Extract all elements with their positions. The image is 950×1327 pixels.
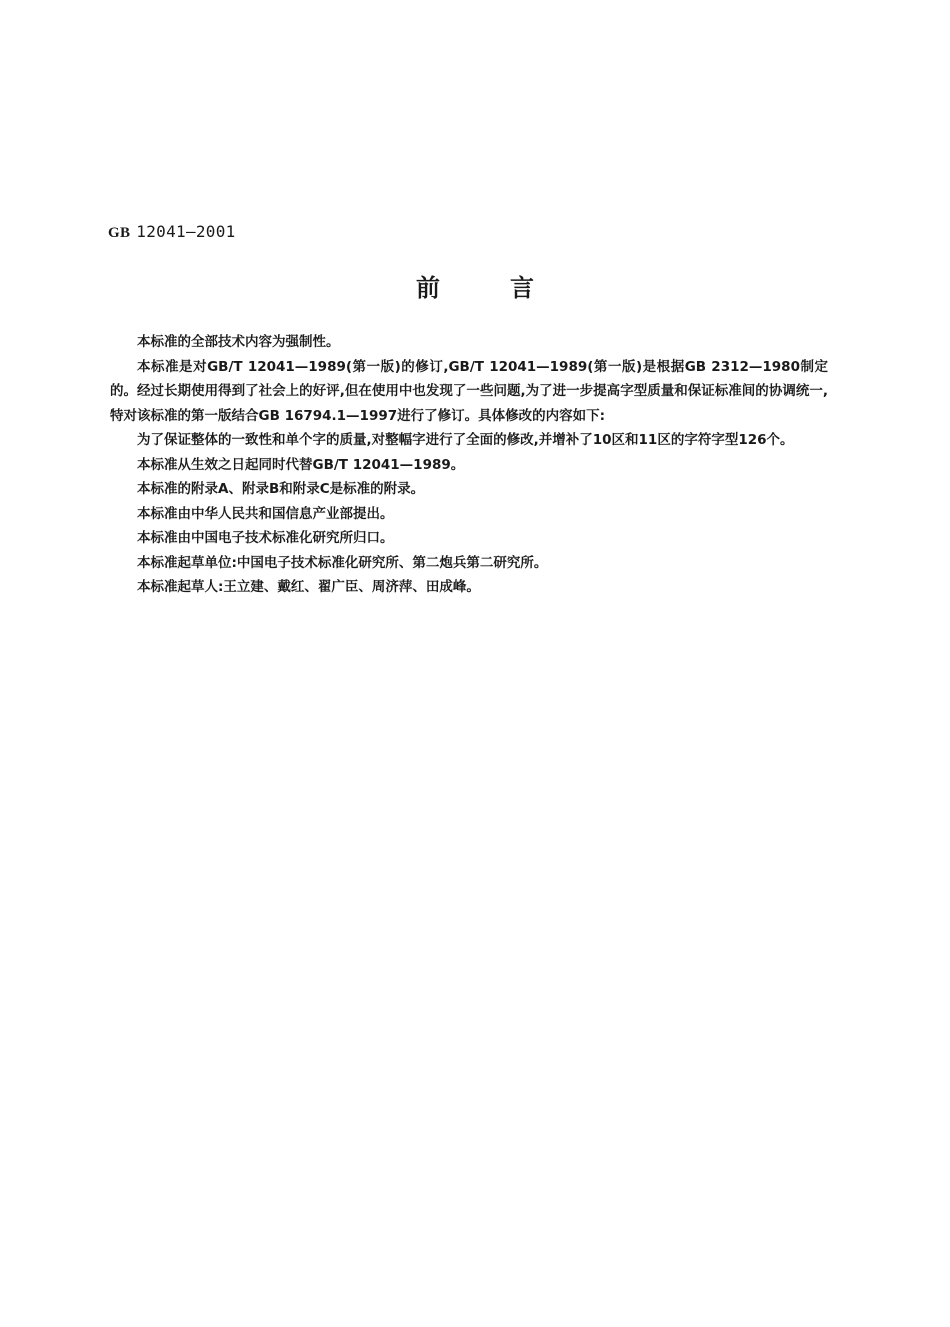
section-title: 前言	[416, 273, 604, 302]
standard-code-number: 12041—2001	[136, 222, 236, 241]
paragraph: 本标准由中华人民共和国信息产业部提出。	[137, 505, 394, 522]
paragraph: 为了保证整体的一致性和单个字的质量,对整幅字进行了全面的修改,并增补了10区和11区的字符字型126个。	[137, 432, 794, 448]
paragraph: 本标准的附录A、附录B和附录C是标准的附录。	[137, 481, 425, 497]
standard-code	[108, 222, 236, 242]
paragraph: 本标准起草单位:中国电子技术标准化研究所、第二炮兵第二研究所。	[137, 554, 548, 571]
paragraph: 本标准从生效之日起同时代替GB/T 12041—1989。	[137, 456, 465, 473]
paragraph: 本标准起草人:王立建、戴红、翟广臣、周济萍、田成峰。	[137, 579, 480, 595]
standard-code-prefix: GB	[108, 225, 131, 241]
paragraph: 本标准的全部技术内容为强制性。	[137, 334, 340, 350]
foreword-body	[110, 330, 828, 600]
paragraph: 本标准是对GB/T 12041—1989(第一版)的修订,GB/T 12041—1989(第一版)是根据GB 2312—1980制定的。经过长期使用得到了社会上的好评,但在使用中也发现了一些问题,为了进一步提高字型质量和保证标准间的协调统一,特对该标准的第一版结合GB 16794.1—1997进行了修订。具体修改的内容如下:	[110, 358, 828, 424]
paragraph: 本标准由中国电子技术标准化研究所归口。	[137, 530, 394, 546]
